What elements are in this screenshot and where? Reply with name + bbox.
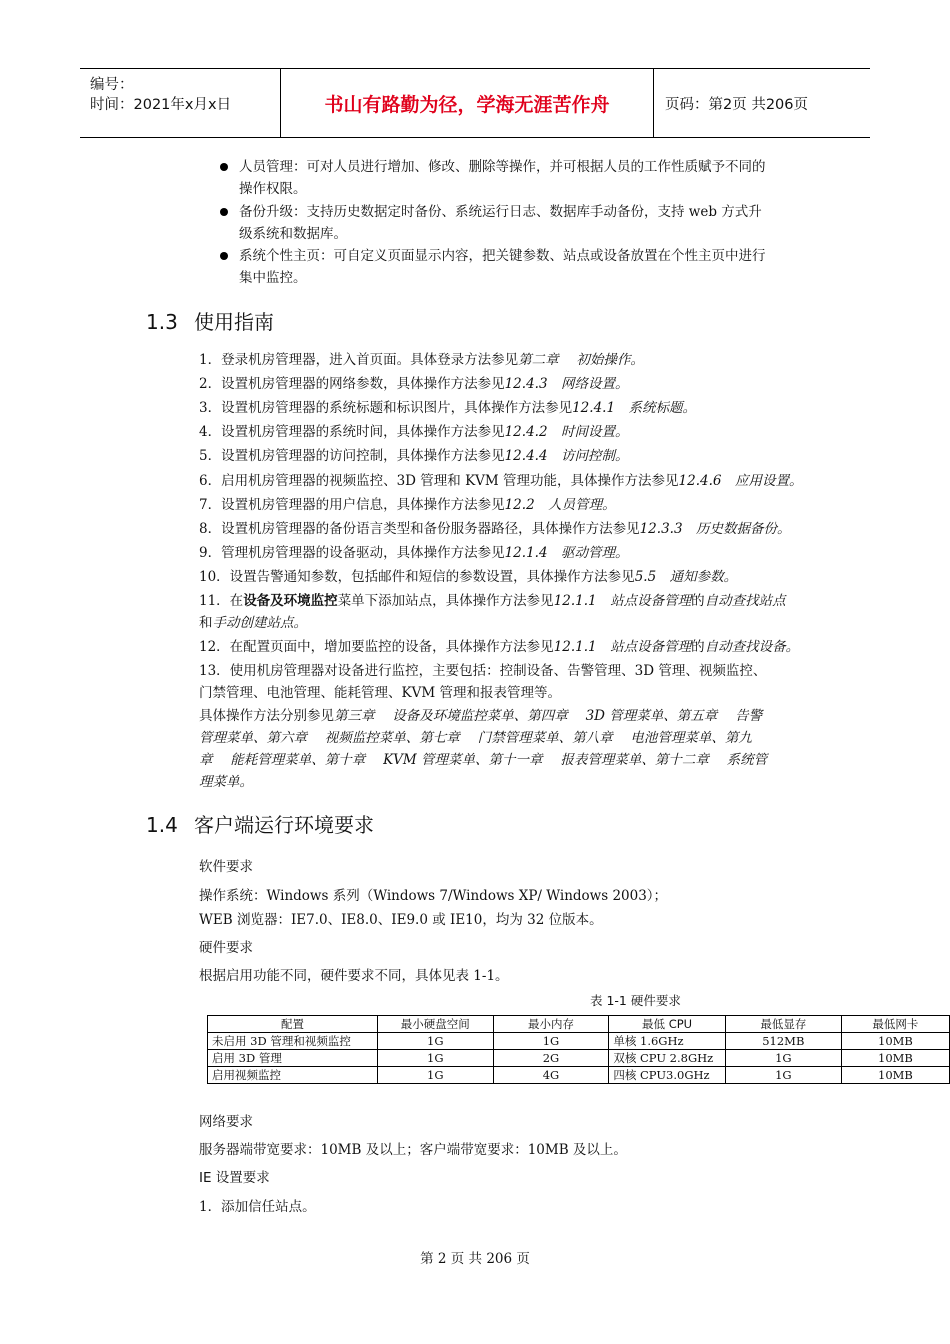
software-browser: WEB 浏览器：IE7.0、IE8.0、IE9.0 或 IE10，均为 32 位版本。 — [199, 912, 603, 928]
step-text: 12．在配置页面中，增加要监控的设备，具体操作方法参见 — [199, 639, 554, 655]
table-cell: 1G — [725, 1067, 841, 1084]
step-ref: 12.1.1 站点设备管理 — [553, 593, 692, 609]
list-item — [199, 542, 819, 564]
table-cell: 4G — [493, 1067, 609, 1084]
section-heading — [146, 809, 374, 838]
step-bold: 设备及环境监控 — [243, 593, 338, 609]
step-ref: 自动查找站点 — [704, 593, 786, 609]
table-cell: 1G — [377, 1067, 493, 1084]
section-number: 1.4 — [146, 813, 178, 837]
list-item — [199, 445, 819, 467]
table-cell: 启用 3D 管理 — [208, 1050, 378, 1067]
step-text: 的 — [691, 593, 705, 609]
software-title: 软件要求 — [199, 859, 253, 875]
header-motto: 书山有路勤为径，学海无涯苦作舟 — [281, 69, 654, 137]
table-cell: 双核 CPU 2.8GHz — [609, 1050, 725, 1067]
bullet-line: 集中监控。 — [239, 270, 307, 286]
column-header: 最低 CPU — [609, 1016, 725, 1033]
bullet-line: 系统个性主页：可自定义页面显示内容，把关键参数、站点或设备放置在个性主页中进行 — [239, 248, 766, 264]
list-item — [199, 470, 819, 492]
step-ref: 12.4.4 访问控制。 — [504, 448, 629, 464]
list-item — [199, 494, 819, 516]
step-text: 13．使用机房管理器对设备进行监控，主要包括：控制设备、告警管理、3D 管理、视频监控、 — [199, 663, 767, 679]
table-cell: 启用视频监控 — [208, 1067, 378, 1084]
table-cell: 2G — [493, 1050, 609, 1067]
step-text: 菜单下添加站点，具体操作方法参见 — [337, 593, 554, 609]
bullet-line: 人员管理：可对人员进行增加、修改、删除等操作，并可根据人员的工作性质赋予不同的 — [239, 159, 766, 175]
table-cell: 10MB — [841, 1050, 949, 1067]
table-cell: 未启用 3D 管理和视频监控 — [208, 1033, 378, 1050]
step-ref: 5.5 通知参数。 — [634, 569, 738, 585]
table-header-row — [208, 1016, 950, 1033]
table-cell: 512MB — [725, 1033, 841, 1050]
software-os: 操作系统：Windows 系列（Windows 7/Windows XP/ Windows 2003）； — [199, 888, 668, 904]
section-number: 1.3 — [146, 310, 178, 334]
step-text: 2．设置机房管理器的网络参数，具体操作方法参见 — [199, 376, 505, 392]
bullet-item — [220, 245, 820, 289]
step-text: 8．设置机房管理器的备份语言类型和备份服务器路径，具体操作方法参见 — [199, 521, 640, 537]
step-ref: 管理菜单、第六章 视频监控菜单、第七章 门禁管理菜单、第八章 电池管理菜单、第九 — [199, 730, 752, 746]
step-text: 3．设置机房管理器的系统标题和标识图片，具体操作方法参见 — [199, 400, 573, 416]
step-ref: 自动查找设备。 — [704, 639, 800, 655]
table-cell: 1G — [493, 1033, 609, 1050]
step-text: 11．在 — [199, 593, 244, 609]
step-ref: 第三章 设备及环境监控菜单、第四章 3D 管理菜单、第五章 告警 — [334, 708, 763, 724]
ie-title: IE 设置要求 — [199, 1170, 270, 1186]
network-desc: 服务器端带宽要求：10MB 及以上；客户端带宽要求：10MB 及以上。 — [199, 1142, 627, 1158]
bullet-dot-icon — [220, 208, 228, 216]
step-ref: 12.3.3 历史数据备份。 — [639, 521, 791, 537]
list-item — [199, 518, 819, 540]
step-text: 10．设置告警通知参数，包括邮件和短信的参数设置，具体操作方法参见 — [199, 569, 635, 585]
step-text: 和 — [199, 615, 213, 631]
step-text: 1．登录机房管理器，进入首页面。具体登录方法参见 — [199, 352, 519, 368]
table-caption: 表 1-1 硬件要求 — [590, 993, 681, 1008]
code-label: 编号： — [90, 77, 134, 93]
bullet-item — [220, 201, 820, 245]
table-row — [208, 1067, 950, 1084]
section-title: 使用指南 — [194, 310, 274, 334]
list-item — [199, 421, 819, 443]
column-header: 最小硬盘空间 — [377, 1016, 493, 1033]
table-cell: 单核 1.6GHz — [609, 1033, 725, 1050]
list-item — [199, 397, 819, 419]
step-ref: 手动创建站点。 — [212, 615, 307, 631]
list-item — [199, 373, 819, 395]
hardware-desc: 根据启用功能不同，硬件要求不同，具体见表 1-1。 — [199, 968, 509, 984]
list-item — [199, 660, 819, 704]
step-ref: 12.4.1 系统标题。 — [572, 400, 697, 416]
table-cell: 10MB — [841, 1033, 949, 1050]
page-header — [80, 68, 870, 138]
step-ref: 理菜单。 — [199, 774, 253, 790]
step-text: 6．启用机房管理器的视频监控、3D 管理和 KVM 管理功能，具体操作方法参见 — [199, 473, 679, 489]
section-heading — [146, 306, 274, 335]
column-header: 配置 — [208, 1016, 378, 1033]
step-ref: 章 能耗管理菜单、第十章 KVM 管理菜单、第十一章 报表管理菜单、第十二章 系统管 — [199, 752, 768, 768]
step-ref: 12.1.1 站点设备管理 — [553, 639, 692, 655]
table-cell: 1G — [377, 1050, 493, 1067]
list-item — [199, 590, 819, 634]
page-footer: 第 2 页 共 206 页 — [420, 1251, 530, 1267]
list-item — [199, 566, 819, 588]
step-ref: 12.4.3 网络设置。 — [504, 376, 629, 392]
header-meta — [80, 69, 281, 137]
table-row — [208, 1050, 950, 1067]
table-cell: 1G — [725, 1050, 841, 1067]
step-ref: 12.4.2 时间设置。 — [504, 424, 629, 440]
refs-prefix: 具体操作方法分别参见 — [199, 708, 334, 724]
network-title: 网络要求 — [199, 1114, 253, 1130]
list-item — [199, 349, 819, 371]
bullet-line: 级系统和数据库。 — [239, 226, 347, 242]
bullet-dot-icon — [220, 252, 228, 260]
step-text: 9．管理机房管理器的设备驱动，具体操作方法参见 — [199, 545, 505, 561]
step-text: 7．设置机房管理器的用户信息，具体操作方法参见 — [199, 497, 505, 513]
step-text: 4．设置机房管理器的系统时间，具体操作方法参见 — [199, 424, 505, 440]
column-header: 最小内存 — [493, 1016, 609, 1033]
chapter-refs — [199, 705, 819, 793]
bullet-line: 备份升级：支持历史数据定时备份、系统运行日志、数据库手动备份，支持 web 方式升 — [239, 204, 762, 220]
step-text: 门禁管理、电池管理、能耗管理、KVM 管理和报表管理等。 — [199, 685, 561, 701]
hardware-table — [207, 1015, 950, 1084]
table-row — [208, 1033, 950, 1050]
table-cell: 1G — [377, 1033, 493, 1050]
step-text: 的 — [691, 639, 705, 655]
bullet-item — [220, 156, 820, 200]
ie-step-1: 1．添加信任站点。 — [199, 1199, 316, 1215]
step-ref: 12.4.6 应用设置。 — [678, 473, 803, 489]
step-ref: 12.2 人员管理。 — [504, 497, 616, 513]
time-label: 时间：2021年x月x日 — [90, 97, 232, 113]
list-item — [199, 636, 819, 658]
bullet-line: 操作权限。 — [239, 181, 307, 197]
table-cell: 10MB — [841, 1067, 949, 1084]
column-header: 最低网卡 — [841, 1016, 949, 1033]
step-text: 5．设置机房管理器的访问控制，具体操作方法参见 — [199, 448, 505, 464]
header-page-info: 页码：第2页 共206页 — [665, 97, 809, 113]
step-ref: 12.1.4 驱动管理。 — [504, 545, 629, 561]
step-ref: 第二章 初始操作。 — [518, 352, 644, 368]
bullet-dot-icon — [220, 163, 228, 171]
column-header: 最低显存 — [725, 1016, 841, 1033]
section-title: 客户端运行环境要求 — [194, 813, 374, 837]
table-cell: 四核 CPU3.0GHz — [609, 1067, 725, 1084]
hardware-title: 硬件要求 — [199, 940, 253, 956]
